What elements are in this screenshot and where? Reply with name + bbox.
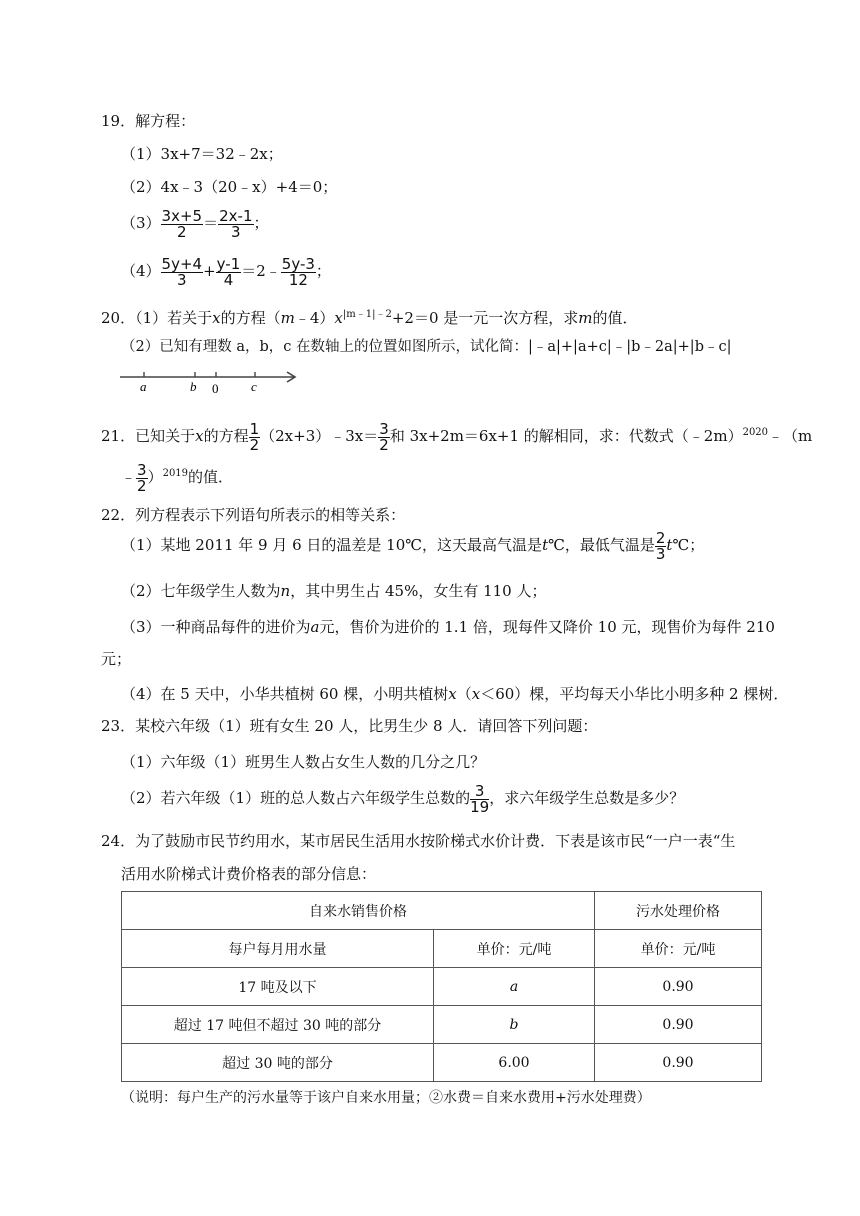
q19-p4-fraction-c (281, 254, 316, 289)
var-x: x (448, 685, 457, 703)
q23-part2 (121, 778, 684, 818)
var-n: n (280, 582, 291, 600)
subheader-unit-price-sewage: 单价：元/吨 (595, 930, 762, 968)
q22-part3 (121, 617, 775, 637)
text: ℃； (672, 536, 705, 554)
q21-number: 21． (101, 427, 136, 445)
var-x: x (212, 309, 221, 327)
q20-part2: （2）已知有理数 a，b，c 在数轴上的位置如图所示，试化简：|﹣a|+|a+c|﹣|b﹣2a|+|b﹣c| (121, 339, 732, 355)
equation-middle: ＝2﹣ (241, 262, 281, 280)
fraction-denominator: 4 (223, 270, 234, 289)
table-row (122, 968, 762, 1006)
q24-note: （说明：每户生产的污水量等于该户自来水用量；②水费＝自来水费用+污水处理费） (121, 1090, 651, 1106)
text: 元，售价为进价的 1.1 倍，现每件又降价 10 元，现售价为每件 210 (319, 618, 775, 636)
table-cell: 0.90 (595, 1006, 762, 1044)
number-line-figure (118, 369, 300, 399)
text: （3）一种商品每件的进价为 (121, 618, 311, 636)
text: ＜60）棵，平均每天小华比小明多种 2 棵树． (480, 685, 789, 703)
table-row (122, 1044, 762, 1082)
table-cell: 0.90 (595, 1044, 762, 1082)
fraction-numerator: 5y+4 (161, 254, 203, 273)
exponent: 2019 (162, 468, 189, 479)
exponent: 2020 (742, 427, 769, 438)
fraction-numerator: 3 (470, 784, 489, 800)
q19-part4 (121, 252, 331, 290)
fraction-numerator: 2 (655, 528, 666, 547)
q21-fraction-three-halves (378, 419, 390, 454)
q22-heading (101, 505, 405, 525)
q24-line1 (101, 831, 735, 851)
var-a: a (310, 618, 320, 636)
q21-line1 (101, 413, 812, 456)
text: 的方程 (203, 427, 249, 445)
q22-number: 22． (101, 506, 136, 524)
q19-heading (101, 111, 195, 131)
q22-part2 (121, 581, 547, 601)
q21-line2 (121, 454, 233, 497)
text: （1）若关于 (135, 309, 213, 327)
table-cell: b (434, 1006, 595, 1044)
semicolon: ； (253, 214, 269, 232)
subheader-unit-price: 单价：元/吨 (434, 930, 595, 968)
equals-sign: ＝ (203, 214, 219, 232)
text: 和 3x+2m＝6x+1 的解相同，求：代数式（﹣2m） (389, 427, 743, 445)
text: （2）七年级学生人数为 (121, 582, 281, 600)
table-cell: 超过 17 吨但不超过 30 吨的部分 (122, 1006, 434, 1044)
fraction-denominator: 12 (288, 270, 308, 289)
plus-sign: + (203, 262, 216, 280)
fraction-numerator: 3x+5 (161, 206, 203, 225)
q19-p3-label: （3） (121, 214, 161, 232)
fraction-denominator: 2 (177, 222, 187, 241)
water-price-table (121, 891, 762, 1082)
subheader-monthly-usage: 每户每月用水量 (122, 930, 434, 968)
text: ） (147, 468, 163, 486)
table-cell: 6.00 (434, 1044, 595, 1082)
q22-part1 (121, 525, 704, 565)
table-cell: 17 吨及以下 (122, 968, 434, 1006)
label-zero: 0 (212, 381, 219, 396)
q19-part1 (121, 144, 283, 164)
label-a: a (140, 379, 147, 394)
var-m: m (280, 309, 295, 327)
text: 为了鼓励市民节约用水，某市居民生活用水按阶梯式水价计费．下表是该市民“一户一表“生 (135, 832, 736, 850)
table-subheader-row (122, 930, 762, 968)
label-c: c (251, 379, 257, 394)
header-tap-water-price: 自来水销售价格 (122, 892, 595, 930)
semicolon: ； (315, 262, 331, 280)
text: ﹣4） (294, 309, 335, 327)
text: ℃，最低气温是 (548, 536, 655, 554)
q19-p1-equation: 3x+7＝32﹣2x； (160, 145, 283, 163)
q19-p4-fraction-b (216, 254, 242, 289)
q23-title: 某校六年级（1）班有女生 20 人，比男生少 8 人．请回答下列问题： (135, 717, 598, 735)
q19-part2 (121, 177, 337, 197)
text: （2）若六年级（1）班的总人数占六年级学生总数的 (121, 789, 471, 807)
fraction-numerator: y-1 (216, 254, 241, 273)
q21-fraction-half (249, 419, 261, 454)
q20-part1 (101, 305, 638, 328)
q19-p3-right-fraction (218, 206, 253, 241)
q22-title: 列方程表示下列语句所表示的相等关系： (135, 506, 406, 524)
var-x: x (471, 685, 481, 703)
q23-part1: （1）六年级（1）班男生人数占女生人数的几分之几？ (121, 753, 486, 771)
q21-fraction-three-halves-2 (136, 460, 148, 495)
q22-fraction-two-thirds (655, 528, 667, 563)
text: ﹣ (121, 468, 137, 486)
text: （1）某地 2011 年 9 月 6 日的温差是 10℃，这天最高气温是 (121, 536, 543, 554)
fraction-numerator: 3 (379, 419, 389, 438)
q24-line2: 活用水阶梯式计费价格表的部分信息： (121, 865, 377, 883)
text: ，其中男生占 45%，女生有 110 人； (290, 582, 547, 600)
text: +2＝0 是一元一次方程，求 (391, 309, 579, 327)
text: ﹣（m (768, 427, 813, 445)
fraction-denominator: 3 (231, 222, 241, 241)
text: 的值． (188, 468, 234, 486)
q19-p2-label: （2） (121, 178, 161, 196)
fraction-denominator: 2 (249, 435, 260, 454)
q19-part3 (121, 204, 269, 242)
fraction-numerator: 3 (137, 460, 147, 479)
text: ，求六年级学生总数是多少？ (489, 789, 685, 807)
q19-p2-equation: 4x﹣3（20﹣x）+4＝0； (160, 178, 338, 196)
q19-p1-label: （1） (121, 145, 161, 163)
q19-p4-fraction-a (161, 254, 204, 289)
text: 已知关于 (135, 427, 196, 445)
q22-part4 (121, 684, 788, 704)
fraction-denominator: 3 (655, 544, 666, 563)
q19-p3-left-fraction (161, 206, 204, 241)
var-t: t (542, 536, 549, 554)
q24-number: 24． (101, 832, 136, 850)
fraction-denominator: 19 (470, 797, 490, 816)
fraction-denominator: 2 (379, 435, 389, 454)
fraction-numerator: 5y-3 (281, 254, 315, 273)
q19-number: 19． (101, 112, 136, 130)
fraction-numerator: 1 (249, 419, 260, 438)
text: （2x+3）﹣3x＝ (260, 427, 379, 445)
text: 的方程（ (220, 309, 281, 327)
var-m: m (578, 309, 593, 327)
text: 的值． (592, 309, 638, 327)
var-x: x (195, 427, 204, 445)
table-row (122, 1006, 762, 1044)
table-cell: 0.90 (595, 968, 762, 1006)
var-t: t (666, 536, 673, 554)
q20-number: 20． (101, 309, 136, 327)
q23-heading (101, 716, 597, 736)
table-cell: a (434, 968, 595, 1006)
q19-p4-label: （4） (121, 262, 161, 280)
q23-number: 23． (101, 717, 136, 735)
text: （4）在 5 天中，小华共植树 60 棵，小明共植树 (121, 685, 449, 703)
exponent: |m﹣1|﹣2 (342, 309, 392, 320)
fraction-denominator: 2 (137, 476, 147, 495)
fraction-denominator: 3 (177, 270, 187, 289)
table-header-row (122, 892, 762, 930)
fraction-numerator: 2x-1 (219, 206, 253, 225)
q22-part3-cont: 元； (101, 650, 132, 668)
q23-fraction (470, 781, 490, 816)
label-b: b (190, 379, 197, 394)
q19-title: 解方程： (135, 112, 196, 130)
header-sewage-price: 污水处理价格 (595, 892, 762, 930)
var-x: x (334, 309, 343, 327)
table-cell: 超过 30 吨的部分 (122, 1044, 434, 1082)
text: （ (456, 685, 472, 703)
